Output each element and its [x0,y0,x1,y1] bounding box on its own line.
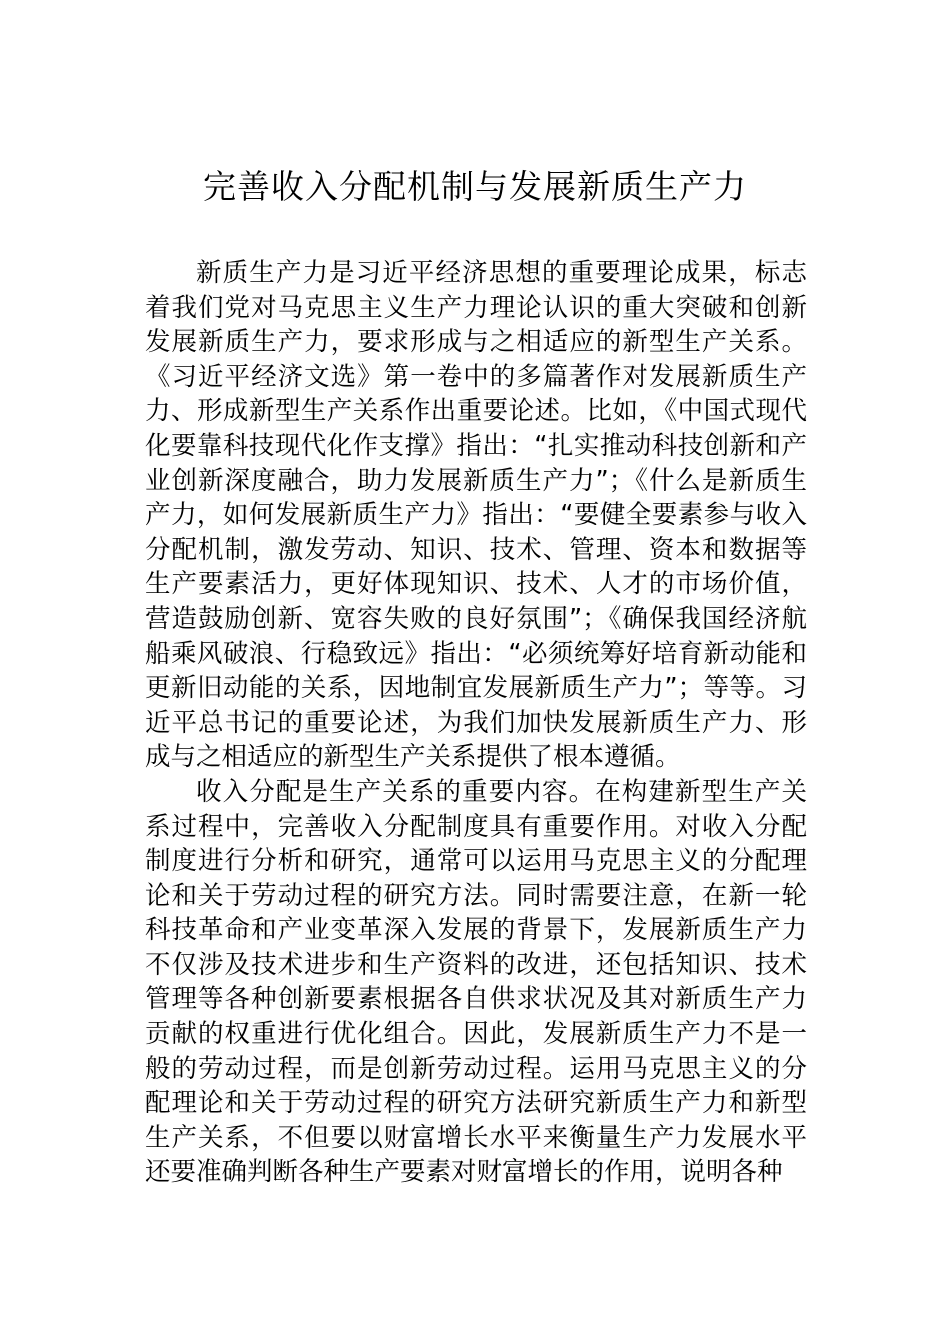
document-body [145,256,807,1190]
paragraph-2: 收入分配是生产关系的重要内容。在构建新型生产关系过程中，完善收入分配制度具有重要作用。对收入分配制度进行分析和研究，通常可以运用马克思主义的分配理论和关于劳动过程的研究方法。同时需要注意，在新一轮科技革命和产业变革深入发展的背景下，发展新质生产力不仅涉及技术进步和生产资料的改进，还包括知识、技术管理等各种创新要素根据各自供求状况及其对新质生产力贡献的权重进行优化组合。因此，发展新质生产力不是一般的劳动过程，而是创新劳动过程。运用马克思主义的分配理论和关于劳动过程的研究方法研究新质生产力和新型生产关系，不但要以财富增长水平来衡量生产力发展水平还要准确判断各种生产要素对财富增长的作用，说明各种 [145,776,807,1188]
paragraph-1: 新质生产力是习近平经济思想的重要理论成果，标志着我们党对马克思主义生产力理论认识的重大突破和创新发展新质生产力，要求形成与之相适应的新型生产关系。《习近平经济文选》第一卷中的多篇著作对发展新质生产力、形成新型生产关系作出重要论述。比如，《中国式现代化要靠科技现代化作支撑》指出：“扎实推动科技创新和产业创新深度融合，助力发展新质生产力”；《什么是新质生产力，如何发展新质生产力》指出：“要健全要素参与收入分配机制，激发劳动、知识、技术、管理、资本和数据等生产要素活力，更好体现知识、技术、人才的市场价值，营造鼓励创新、宽容失败的良好氛围”；《确保我国经济航船乘风破浪、行稳致远》指出：“必须统筹好培育新动能和更新旧动能的关系，因地制宜发展新质生产力”；等等。习近平总书记的重要论述，为我们加快发展新质生产力、形成与之相适应的新型生产关系提供了根本遵循。 [145,258,807,773]
document-title: 完善收入分配机制与发展新质生产力 [203,167,747,206]
